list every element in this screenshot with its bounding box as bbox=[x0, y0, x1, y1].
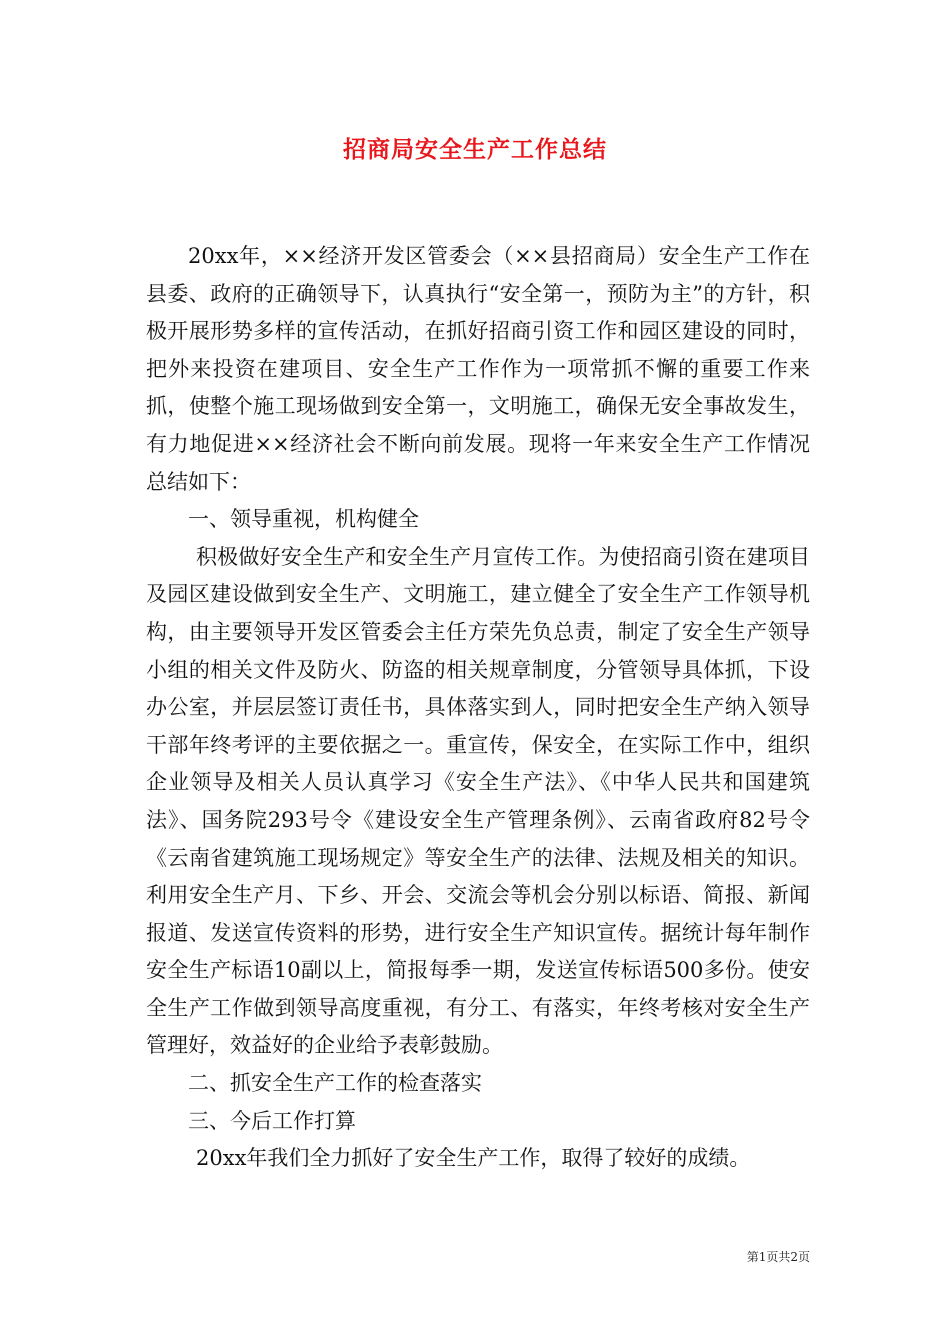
section-1-paragraph: 积极做好安全生产和安全生产月宣传工作。为使招商引资在建项目及园区建设做到安全生产、文明施工，建立健全了安全生产工作领导机构，由主要领导开发区管委会主任方荣先负总责，制定了安全生产领导小组的相关文件及防火、防盗的相关规章制度，分管领导具体抓，下设办公室，并层层签订责任书，具体落实到人，同时把安全生产纳入领导干部年终考评的主要依据之一。重宣传，保安全，在实际工作中，组织企业领导及相关人员认真学习《安全生产法》、《中华人民共和国建筑法》、国务院293号令《建设安全生产管理条例》、云南省政府82号令《云南省建筑施工现场规定》等安全生产的法律、法规及相关的知识。利用安全生产月、下乡、开会、交流会等机会分别以标语、简报、新闻报道、发送宣传资料的形势，进行安全生产知识宣传。据统计每年制作安全生产标语10副以上，简报每季一期，发送宣传标语500多份。使安全生产工作做到领导高度重视，有分工、有落实，年终考核对安全生产管理好，效益好的企业给予表彰鼓励。 bbox=[146, 544, 810, 1058]
section-heading-2: 二、抓安全生产工作的检查落实 bbox=[188, 1071, 482, 1096]
document-title: 招商局安全生产工作总结 bbox=[343, 137, 607, 163]
section-heading-3: 三、今后工作打算 bbox=[188, 1108, 356, 1133]
section-3-paragraph: 20xx年我们全力抓好了安全生产工作，取得了较好的成绩。 bbox=[196, 1146, 751, 1171]
section-heading-1: 一、领导重视，机构健全 bbox=[188, 507, 419, 532]
intro-paragraph: 20xx年，××经济开发区管委会（××县招商局）安全生产工作在县委、政府的正确领导下，认真执行“安全第一，预防为主”的方针，积极开展形势多样的宣传活动，在抓好招商引资工作和园区建设的同时，把外来投资在建项目、安全生产工作作为一项常抓不懈的重要工作来抓，使整个施工现场做到安全第一，文明施工，确保无安全事故发生，有力地促进××经济社会不断向前发展。现将一年来安全生产工作情况总结如下： bbox=[146, 244, 810, 494]
document-body bbox=[146, 238, 810, 1178]
page-number-footer: 第1页共2页 bbox=[746, 1250, 810, 1264]
